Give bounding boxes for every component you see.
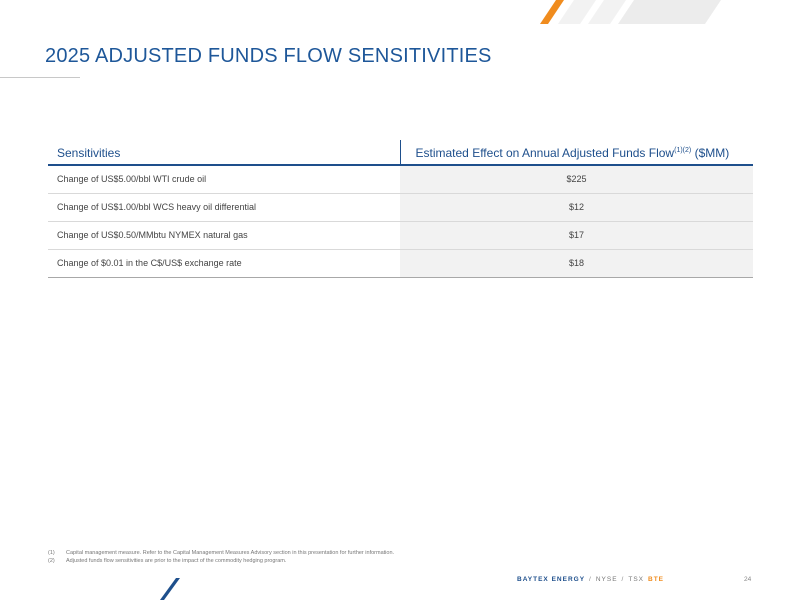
- row-label: Change of US$0.50/MMbtu NYMEX natural gas: [48, 221, 400, 249]
- page-number: 24: [744, 576, 752, 583]
- sensitivities-table: [48, 140, 753, 278]
- row-value: $225: [400, 165, 753, 193]
- row-value: $17: [400, 221, 753, 249]
- row-value: $12: [400, 193, 753, 221]
- footer-separator: /: [621, 576, 625, 583]
- row-label: Change of US$5.00/bbl WTI crude oil: [48, 165, 400, 193]
- table-row: [48, 221, 753, 249]
- header-decoration-stripes: [530, 0, 800, 24]
- table-row: [48, 193, 753, 221]
- table-row: [48, 249, 753, 277]
- table-header-row: [48, 140, 753, 165]
- ticker-symbol: BTE: [648, 576, 665, 583]
- exchange-tsx: TSX: [628, 576, 645, 583]
- exchange-nyse: NYSE: [595, 576, 618, 583]
- footer-brand: [517, 576, 664, 583]
- row-label: Change of US$1.00/bbl WCS heavy oil differential: [48, 193, 400, 221]
- footnote-item: [48, 549, 394, 557]
- header-sensitivities: Sensitivities: [48, 140, 400, 165]
- footnote-item: [48, 557, 394, 565]
- table-row: [48, 165, 753, 193]
- header-unit: ($MM): [691, 146, 730, 160]
- brand-name: BAYTEX ENERGY: [517, 576, 586, 583]
- footnote-text: Capital management measure. Refer to the Capital Management Measures Advisory section in this presentation for further information.: [66, 550, 395, 556]
- page-title: 2025 ADJUSTED FUNDS FLOW SENSITIVITIES: [45, 45, 492, 67]
- footer-separator: /: [589, 576, 592, 583]
- title-divider: [0, 77, 80, 78]
- row-label: Change of $0.01 in the C$/US$ exchange rate: [48, 249, 400, 277]
- footnote-number: (1): [48, 550, 55, 556]
- footnote-number: (2): [48, 558, 55, 564]
- row-value: $18: [400, 249, 753, 277]
- header-footnote-ref: (1)(2): [674, 147, 692, 154]
- footer-decoration-stripe: [156, 578, 186, 600]
- header-estimated-effect: [400, 140, 753, 165]
- footnotes: [48, 549, 394, 565]
- footnote-text: Adjusted funds flow sensitivities are prior to the impact of the commodity hedging program.: [66, 558, 287, 564]
- header-estimated-effect-label: Estimated Effect on Annual Adjusted Funds Flow: [415, 146, 675, 160]
